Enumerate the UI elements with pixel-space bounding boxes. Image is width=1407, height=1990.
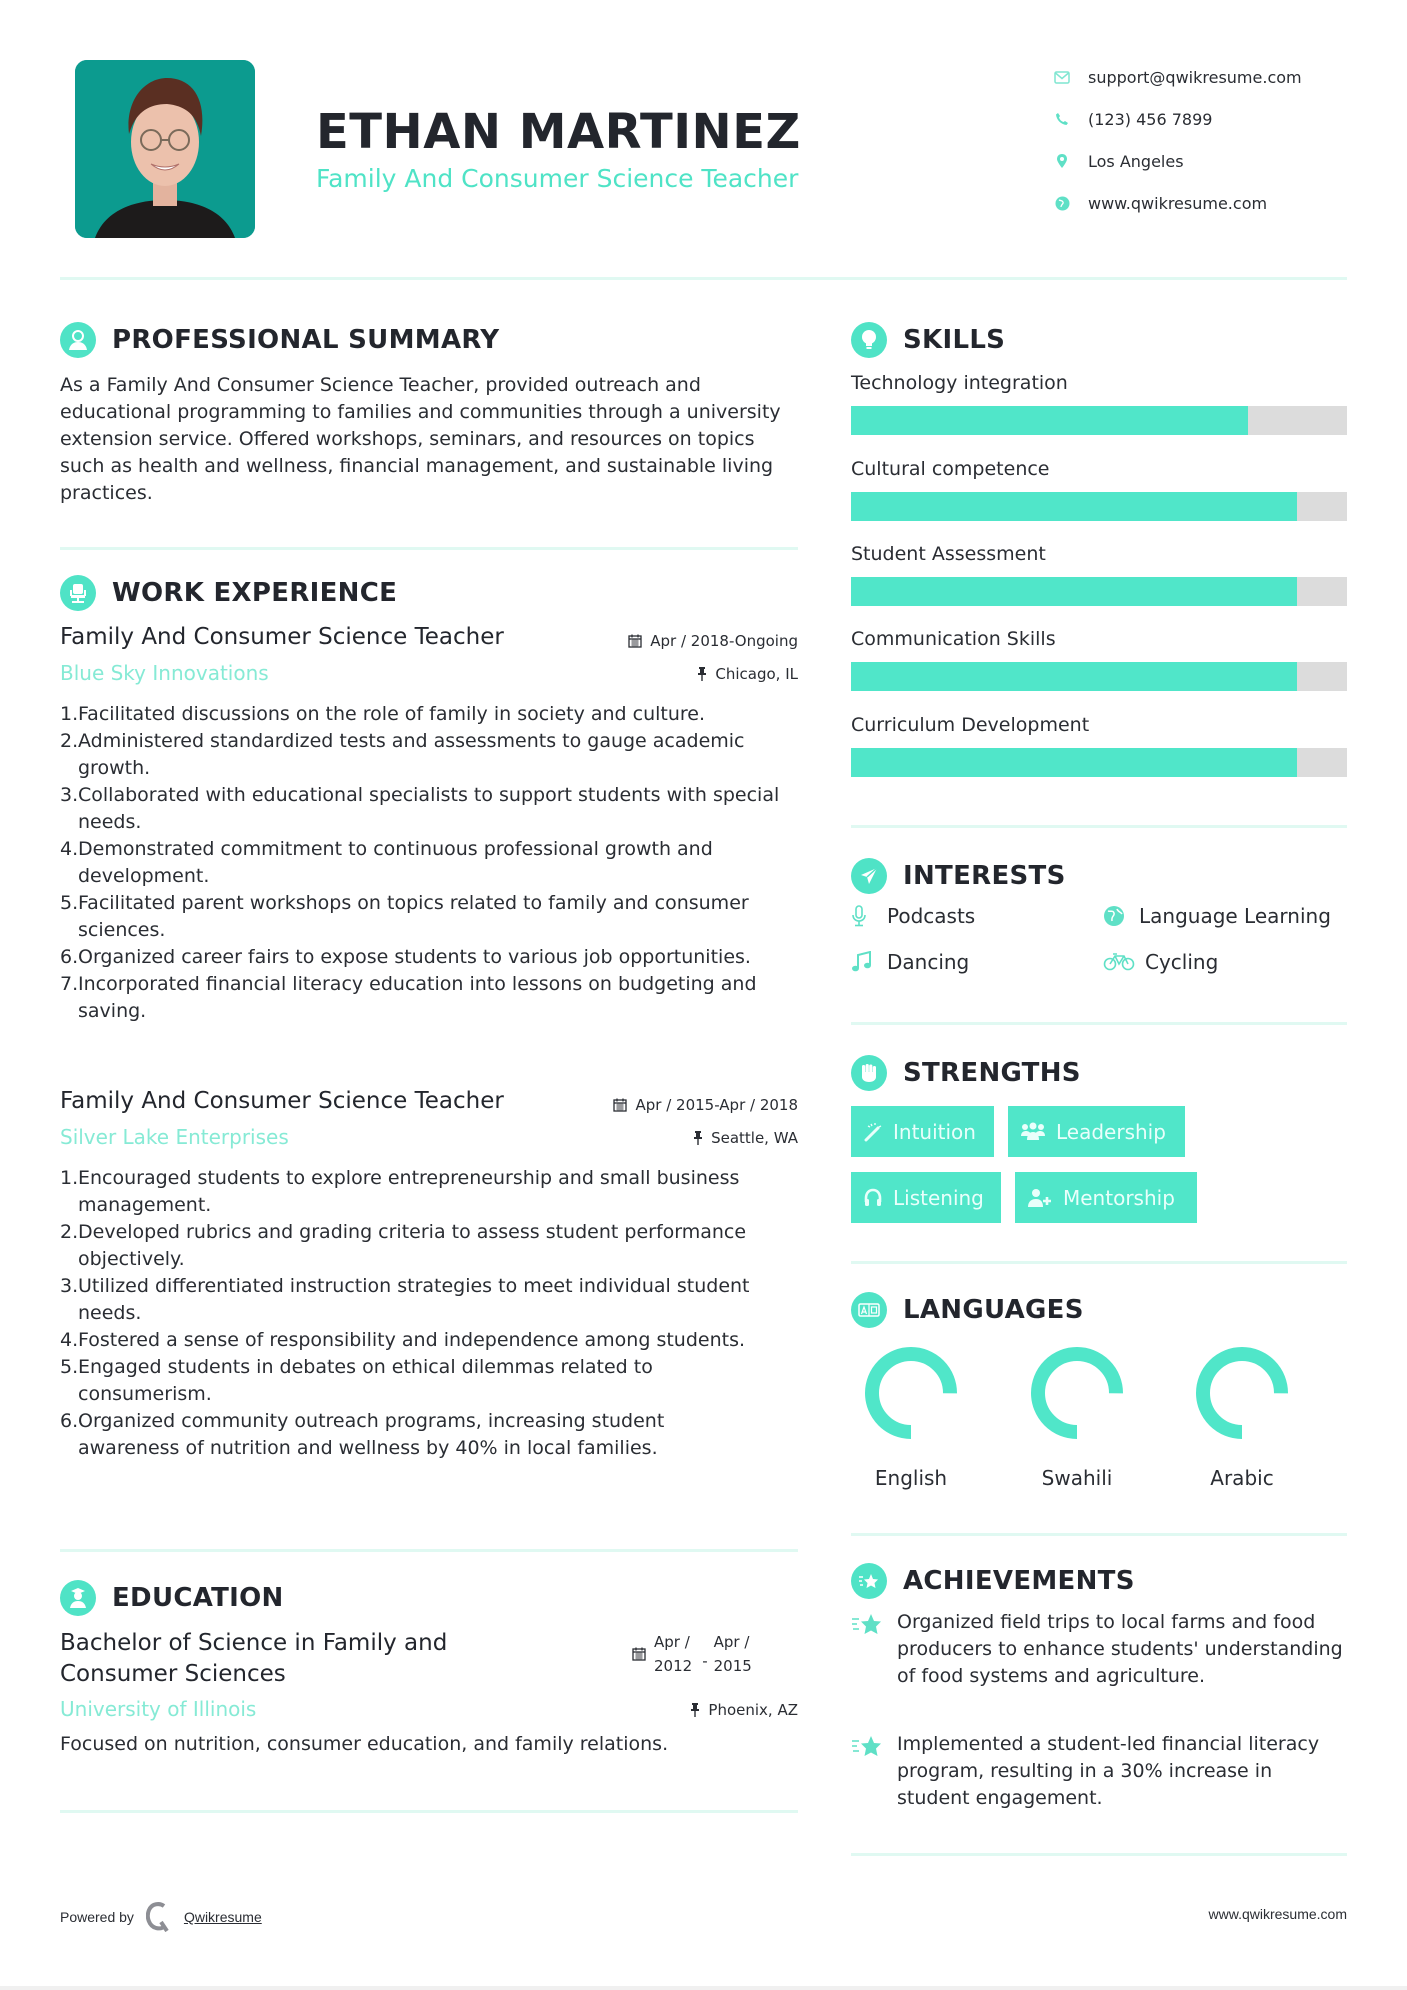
list-item: 4. Demonstrated commitment to continuous professional growth and development. (60, 838, 713, 887)
experience-heading (60, 575, 798, 611)
duties-list (60, 701, 798, 1025)
education-dates (632, 1630, 798, 1678)
users-icon (1020, 1122, 1046, 1142)
interests-heading (851, 858, 1347, 894)
degree-title: Bachelor of Science in Family and Consumer Sciences (60, 1630, 448, 1687)
strength-tag (851, 1172, 1001, 1223)
interest-item (851, 904, 975, 928)
summary-text: As a Family And Consumer Science Teacher, provided outreach and educational programming to families and communities through a university extension service. Offered workshops, seminars, and resources on topics such as health and wellness, financial management, and sustainable living practices. (60, 374, 781, 504)
strength-label: Listening (893, 1185, 984, 1210)
contact-website[interactable] (1052, 182, 1352, 224)
list-item: 7. Incorporated financial literacy education into lessons on budgeting and saving. (60, 973, 757, 1022)
pushpin-icon (697, 667, 707, 681)
language-label: Swahili (1041, 1466, 1113, 1490)
date-separator: - (702, 1652, 708, 1670)
music-note-icon (851, 951, 879, 973)
globe-icon (1052, 193, 1072, 213)
list-item: 3. Collaborated with educational specialists to support students with special needs. (60, 784, 780, 833)
section-divider (60, 1810, 798, 1813)
language-ring-chart (1030, 1346, 1124, 1440)
contact-phone[interactable] (1052, 98, 1352, 140)
job-location-text: Seattle, WA (711, 1129, 798, 1147)
strengths-heading (851, 1055, 1347, 1091)
pushpin-icon (693, 1131, 703, 1145)
skill-item (851, 543, 1347, 606)
skill-bar (851, 748, 1347, 777)
education-heading (60, 1580, 798, 1616)
company-name: Blue Sky Innovations (60, 661, 269, 685)
education-description: Focused on nutrition, consumer education, and family relations. (60, 1733, 669, 1755)
shooting-star-icon (851, 1609, 897, 1690)
contact-location (1052, 140, 1352, 182)
skill-label: Communication Skills (851, 628, 1056, 650)
calendar-icon (613, 1098, 627, 1112)
end-date: Apr / 2015 (713, 1633, 752, 1675)
section-divider (851, 1022, 1347, 1025)
user-plus-icon (1027, 1188, 1053, 1208)
skill-item (851, 714, 1347, 777)
list-item: 5. Engaged students in debates on ethical dilemmas related to consumerism. (60, 1356, 653, 1405)
skill-bar-fill (851, 748, 1297, 777)
candidate-title: Family And Consumer Science Teacher (316, 164, 799, 193)
bicycle-icon (1103, 953, 1137, 971)
microphone-icon (851, 905, 879, 927)
skills-heading (851, 322, 1347, 358)
list-item: 4. Fostered a sense of responsibility and independence among students. (60, 1329, 746, 1351)
list-item: 6. Organized community outreach programs, increasing student awareness of nutrition and wellness by 40% in local families. (60, 1410, 665, 1459)
education-location-text: Phoenix, AZ (708, 1701, 798, 1719)
powered-by-text: Powered by (60, 1909, 134, 1925)
page-bottom-edge (0, 1986, 1407, 1990)
summary-title: PROFESSIONAL SUMMARY (112, 325, 500, 355)
job-location-text: Chicago, IL (715, 665, 798, 683)
person-portrait-icon (75, 60, 255, 238)
skill-label: Student Assessment (851, 543, 1046, 565)
interest-item (1103, 950, 1218, 974)
interest-label: Language Learning (1139, 904, 1331, 928)
office-chair-icon (60, 575, 96, 611)
job-location (560, 1129, 798, 1147)
envelope-icon (1052, 67, 1072, 87)
strength-tag (851, 1106, 994, 1157)
job-dates (540, 1096, 798, 1114)
section-divider (851, 1533, 1347, 1536)
calendar-icon (628, 634, 642, 648)
job-location (560, 665, 798, 683)
location-text: Los Angeles (1088, 151, 1184, 171)
languages-heading (851, 1292, 1347, 1328)
map-pin-icon (1052, 151, 1072, 171)
skill-bar-fill (851, 492, 1297, 521)
interest-item (1103, 904, 1331, 928)
list-item: 6. Organized career fairs to expose students to various job opportunities. (60, 946, 751, 968)
skill-label: Cultural competence (851, 458, 1050, 480)
achievement-item (851, 1609, 1347, 1690)
job-title: Family And Consumer Science Teacher (60, 624, 504, 650)
candidate-name: ETHAN MARTINEZ (316, 104, 801, 160)
company-name: Silver Lake Enterprises (60, 1125, 289, 1149)
section-divider (851, 1853, 1347, 1856)
fist-icon (851, 1055, 887, 1091)
job-dates-text: Apr / 2018-Ongoing (650, 632, 798, 650)
list-item: 1. Encouraged students to explore entrepreneurship and small business management. (60, 1167, 740, 1216)
strength-tag (1015, 1172, 1197, 1223)
language-ring-chart (1195, 1346, 1289, 1440)
list-item: 1. Facilitated discussions on the role of family in society and culture. (60, 703, 706, 725)
skill-label: Curriculum Development (851, 714, 1090, 736)
profile-photo (75, 60, 255, 238)
qwikresume-link[interactable]: Qwikresume (183, 1909, 262, 1925)
achievement-text: Organized field trips to local farms and food producers to enhance students' understanding of food systems and agriculture. (897, 1611, 1343, 1687)
user-icon (60, 322, 96, 358)
language-item (851, 1346, 971, 1490)
lightbulb-icon (851, 322, 887, 358)
headphones-icon (863, 1188, 883, 1208)
skill-bar (851, 577, 1347, 606)
shooting-star-icon (851, 1563, 887, 1599)
footer-website[interactable]: www.qwikresume.com (1208, 1906, 1347, 1922)
graduate-icon (60, 1580, 96, 1616)
list-item: 3. Utilized differentiated instruction strategies to meet individual student needs. (60, 1275, 750, 1324)
language-label: Arabic (1210, 1466, 1274, 1490)
skill-bar (851, 662, 1347, 691)
achievement-item (851, 1731, 1347, 1812)
header-divider (60, 277, 1347, 280)
interest-label: Cycling (1145, 950, 1219, 974)
strength-label: Intuition (893, 1119, 976, 1144)
skill-item (851, 458, 1347, 521)
skill-label: Technology integration (851, 372, 1068, 394)
language-ring-chart (864, 1346, 958, 1440)
translate-icon (851, 1292, 887, 1328)
section-divider (851, 1261, 1347, 1264)
skill-bar-fill (851, 406, 1248, 435)
website-text: www.qwikresume.com (1088, 193, 1268, 213)
section-divider (60, 1549, 798, 1552)
strength-label: Leadership (1056, 1119, 1166, 1144)
skill-bar-fill (851, 662, 1297, 691)
skill-bar-fill (851, 577, 1297, 606)
contact-email[interactable] (1052, 56, 1352, 98)
strengths-title: STRENGTHS (903, 1058, 1081, 1088)
duties-list (60, 1165, 760, 1462)
shooting-star-icon (851, 1731, 897, 1812)
achievement-text: Implemented a student-led financial literacy program, resulting in a 30% increase in student engagement. (897, 1733, 1320, 1809)
magic-wand-icon (863, 1122, 883, 1142)
paper-plane-icon (851, 858, 887, 894)
pushpin-icon (690, 1703, 700, 1717)
list-item: 5. Facilitated parent workshops on topics related to family and consumer sciences. (60, 892, 749, 941)
language-label: English (874, 1466, 948, 1490)
calendar-icon (632, 1647, 646, 1661)
interest-item (851, 950, 969, 974)
start-date: Apr / 2012 (654, 1633, 693, 1675)
globe-icon (1103, 905, 1131, 927)
powered-by (60, 1902, 262, 1932)
education-title: EDUCATION (112, 1583, 284, 1613)
skill-item (851, 372, 1347, 435)
email-text: support@qwikresume.com (1088, 67, 1302, 87)
phone-icon (1052, 109, 1072, 129)
contact-list (1052, 56, 1352, 224)
section-divider (851, 825, 1347, 828)
list-item: 2. Administered standardized tests and assessments to gauge academic growth. (60, 730, 745, 779)
languages-title: LANGUAGES (903, 1295, 1084, 1325)
skills-title: SKILLS (903, 325, 1006, 355)
language-item (1182, 1346, 1302, 1490)
summary-heading (60, 322, 798, 358)
interest-label: Podcasts (887, 904, 976, 928)
qwikresume-logo-icon (146, 1902, 172, 1932)
skill-bar (851, 406, 1347, 435)
job-dates-text: Apr / 2015-Apr / 2018 (635, 1096, 798, 1114)
strength-tag (1008, 1106, 1185, 1157)
interest-label: Dancing (887, 950, 970, 974)
achievements-heading (851, 1563, 1347, 1599)
language-item (1017, 1346, 1137, 1490)
skill-item (851, 628, 1347, 691)
list-item: 2. Developed rubrics and grading criteria to assess student performance objectively. (60, 1221, 747, 1270)
strength-label: Mentorship (1063, 1185, 1175, 1210)
job-title: Family And Consumer Science Teacher (60, 1088, 504, 1114)
experience-title: WORK EXPERIENCE (112, 578, 398, 608)
school-name: University of Illinois (60, 1697, 257, 1721)
phone-text: (123) 456 7899 (1088, 109, 1213, 129)
section-divider (60, 547, 798, 550)
skill-bar (851, 492, 1347, 521)
education-location (560, 1701, 798, 1719)
interests-title: INTERESTS (903, 861, 1066, 891)
job-dates (560, 632, 798, 650)
achievements-title: ACHIEVEMENTS (903, 1566, 1135, 1596)
